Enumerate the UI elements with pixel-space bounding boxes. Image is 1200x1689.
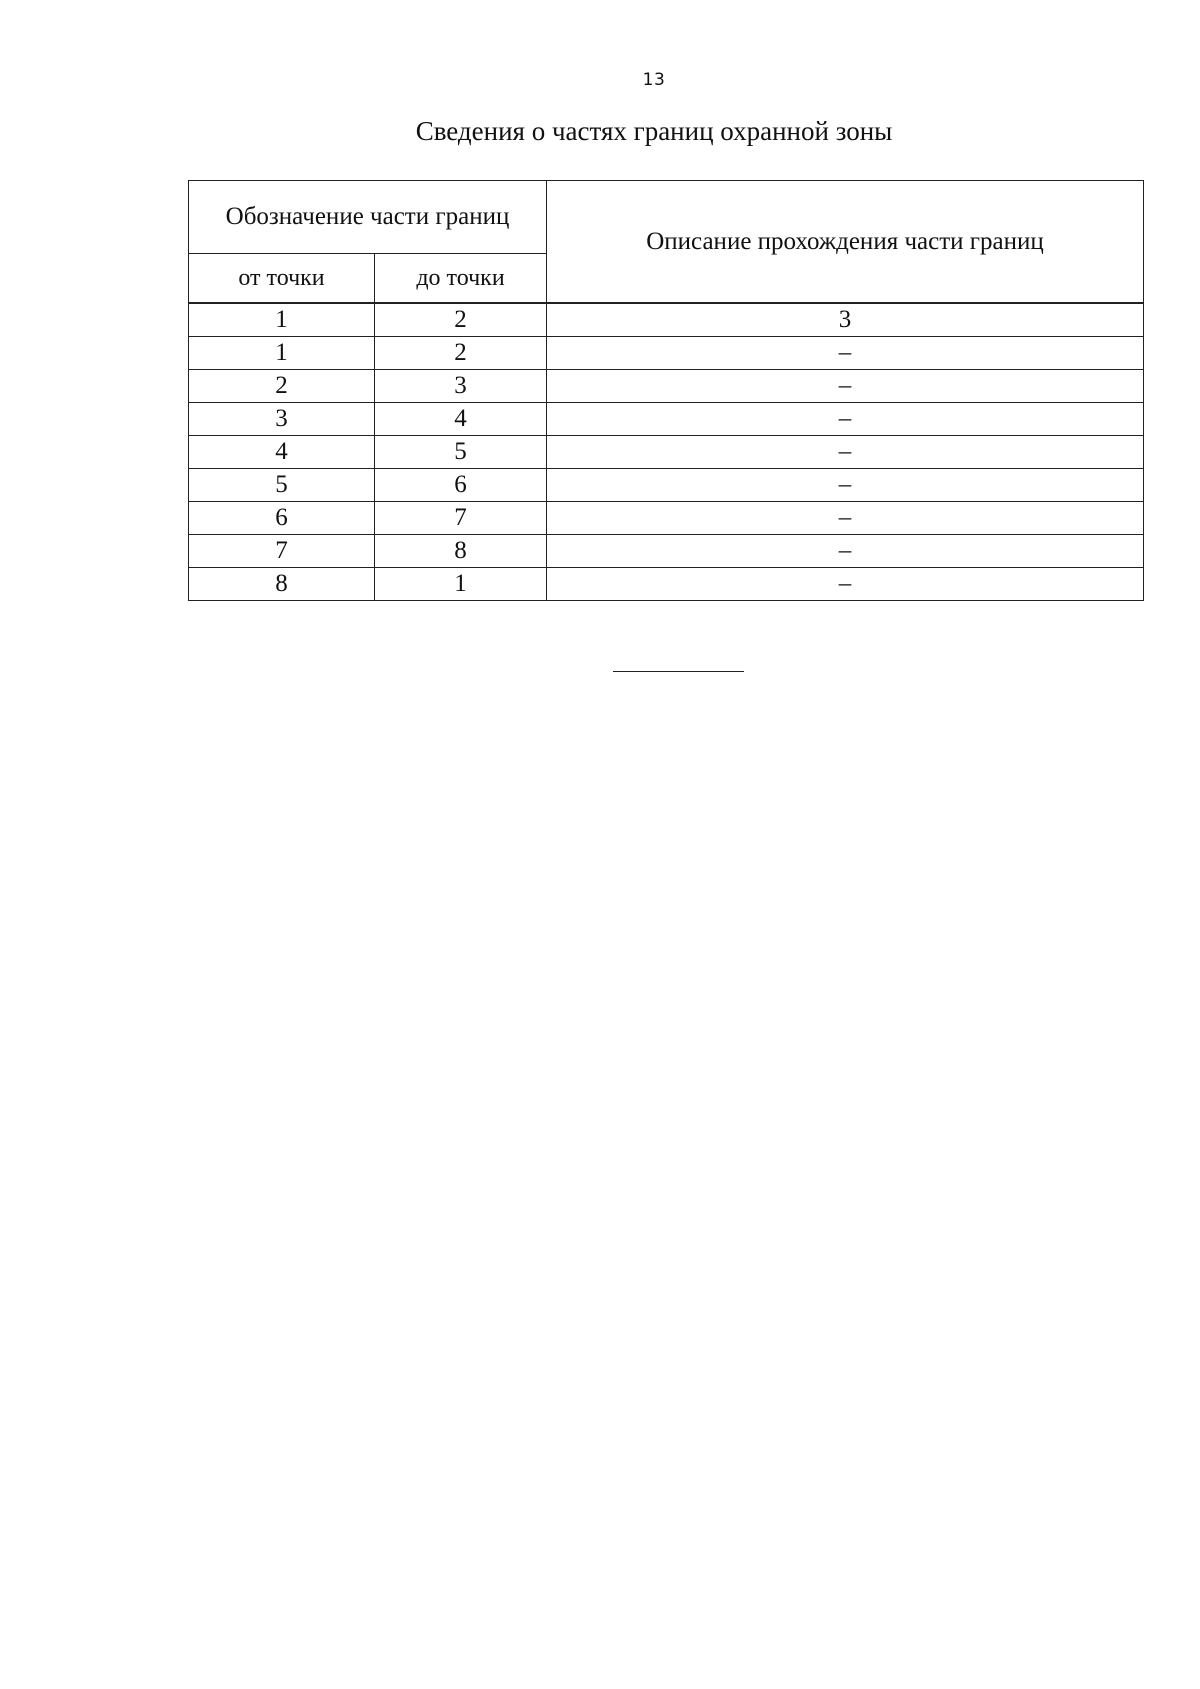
from-point-cell: 3 xyxy=(189,403,375,436)
column-number-cell: 3 xyxy=(547,304,1144,337)
from-point-cell: 1 xyxy=(189,337,375,370)
description-cell: – xyxy=(547,337,1144,370)
boundary-parts-table xyxy=(188,180,1144,601)
table-row xyxy=(189,436,1144,469)
to-point-cell: 1 xyxy=(375,568,547,601)
to-point-cell: 5 xyxy=(375,436,547,469)
to-point-cell: 2 xyxy=(375,337,547,370)
header-to-point: до точки xyxy=(375,254,547,303)
description-cell: – xyxy=(547,469,1144,502)
table-row xyxy=(189,403,1144,436)
description-cell: – xyxy=(547,502,1144,535)
to-point-cell: 4 xyxy=(375,403,547,436)
from-point-cell: 7 xyxy=(189,535,375,568)
header-from-point: от точки xyxy=(189,254,375,303)
table-row xyxy=(189,535,1144,568)
from-point-cell: 5 xyxy=(189,469,375,502)
from-point-cell: 2 xyxy=(189,370,375,403)
to-point-cell: 6 xyxy=(375,469,547,502)
end-of-section-divider xyxy=(613,671,744,672)
from-point-cell: 6 xyxy=(189,502,375,535)
to-point-cell: 8 xyxy=(375,535,547,568)
description-cell: – xyxy=(547,403,1144,436)
table-row xyxy=(189,568,1144,601)
description-cell: – xyxy=(547,436,1144,469)
description-cell: – xyxy=(547,370,1144,403)
to-point-cell: 7 xyxy=(375,502,547,535)
column-number-row xyxy=(189,304,1144,337)
description-cell: – xyxy=(547,535,1144,568)
from-point-cell: 4 xyxy=(189,436,375,469)
column-number-cell: 2 xyxy=(375,304,547,337)
table-row xyxy=(189,502,1144,535)
to-point-cell: 3 xyxy=(375,370,547,403)
table-row xyxy=(189,370,1144,403)
description-cell: – xyxy=(547,568,1144,601)
header-boundary-description: Описание прохождения части границ xyxy=(547,181,1144,303)
header-boundary-designation: Обозначение части границ xyxy=(189,181,547,254)
table-row xyxy=(189,337,1144,370)
page-number: 13 xyxy=(642,70,666,90)
from-point-cell: 8 xyxy=(189,568,375,601)
table-row xyxy=(189,469,1144,502)
column-number-cell: 1 xyxy=(189,304,375,337)
document-title: Сведения о частях границ охранной зоны xyxy=(415,116,893,146)
